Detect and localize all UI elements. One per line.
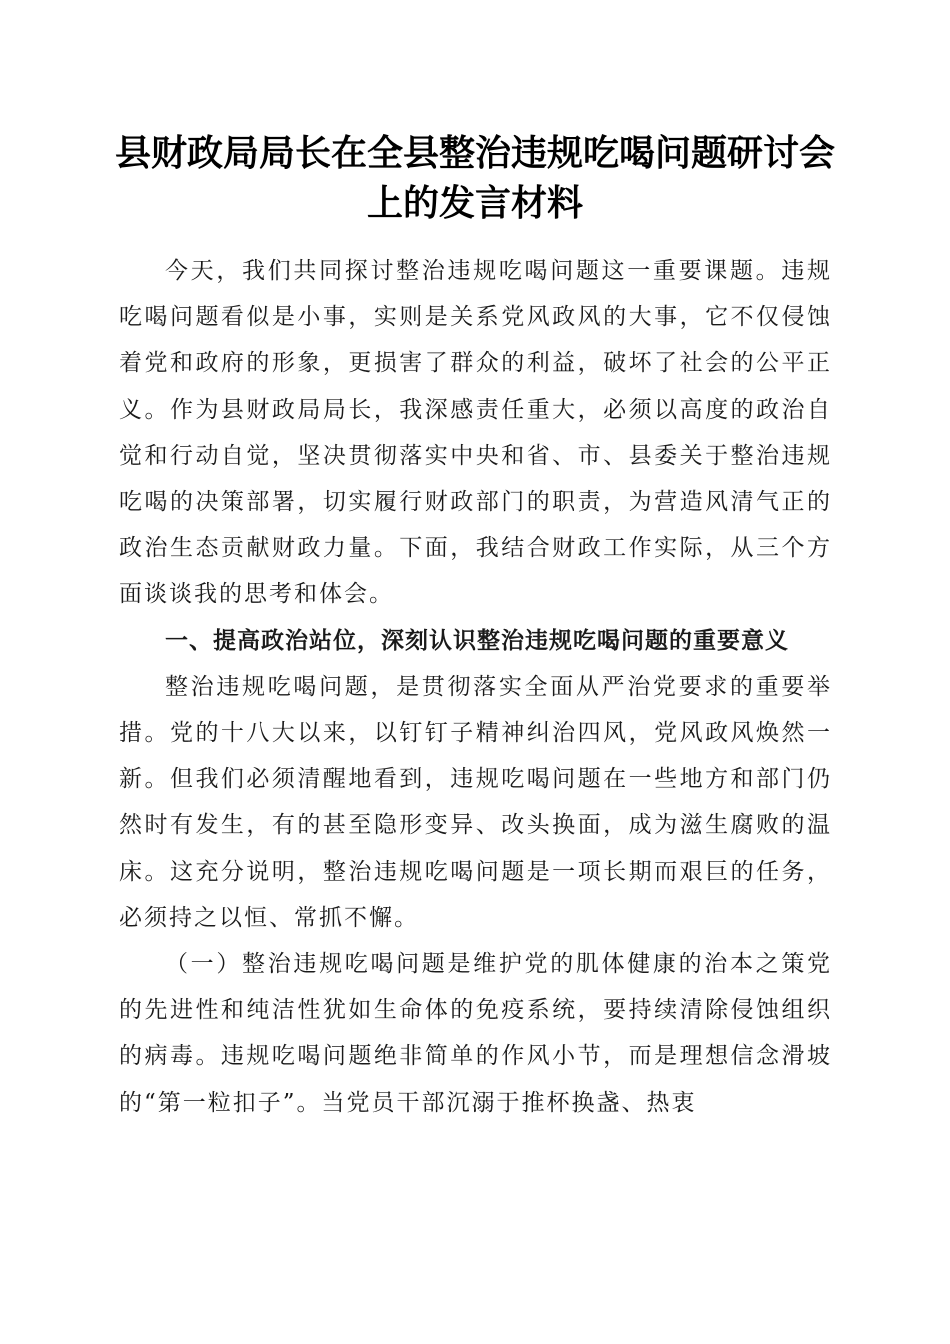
document-title: 县财政局局长在全县整治违规吃喝问题研讨会上的发言材料 — [114, 132, 835, 224]
subsection-1-paragraph: （一）整治违规吃喝问题是维护党的肌体健康的治本之策党的先进性和纯洁性犹如生命体的免疫系统，要持续清除侵蚀组织的病毒。违规吃喝问题绝非简单的作风小节，而是理想信念滑坡的“第一粒扣子”。当党员干部沉溺于推杯换盏、热衷 — [119, 951, 832, 1116]
document-body — [119, 248, 832, 1126]
section-heading-1: 一、提高政治站位，深刻认识整治违规吃喝问题的重要意义 — [165, 626, 789, 654]
intro-paragraph: 今天，我们共同探讨整治违规吃喝问题这一重要课题。违规吃喝问题看似是小事，实则是关系党风政风的大事，它不仅侵蚀着党和政府的形象，更损害了群众的利益，破坏了社会的公平正义。作为县财政局局长，我深感责任重大，必须以高度的政治自觉和行动自觉，坚决贯彻落实中央和省、市、县委关于整治违规吃喝的决策部署，切实履行财政部门的职责，为营造风清气正的政治生态贡献财政力量。下面，我结合财政工作实际，从三个方面谈谈我的思考和体会。 — [119, 258, 832, 608]
section-1-paragraph: 整治违规吃喝问题，是贯彻落实全面从严治党要求的重要举措。党的十八大以来，以钉钉子精神纠治四风，党风政风焕然一新。但我们必须清醒地看到，违规吃喝问题在一些地方和部门仍然时有发生，有的甚至隐形变异、改头换面，成为滋生腐败的温床。这充分说明，整治违规吃喝问题是一项长期而艰巨的任务，必须持之以恒、常抓不懈。 — [119, 673, 832, 931]
